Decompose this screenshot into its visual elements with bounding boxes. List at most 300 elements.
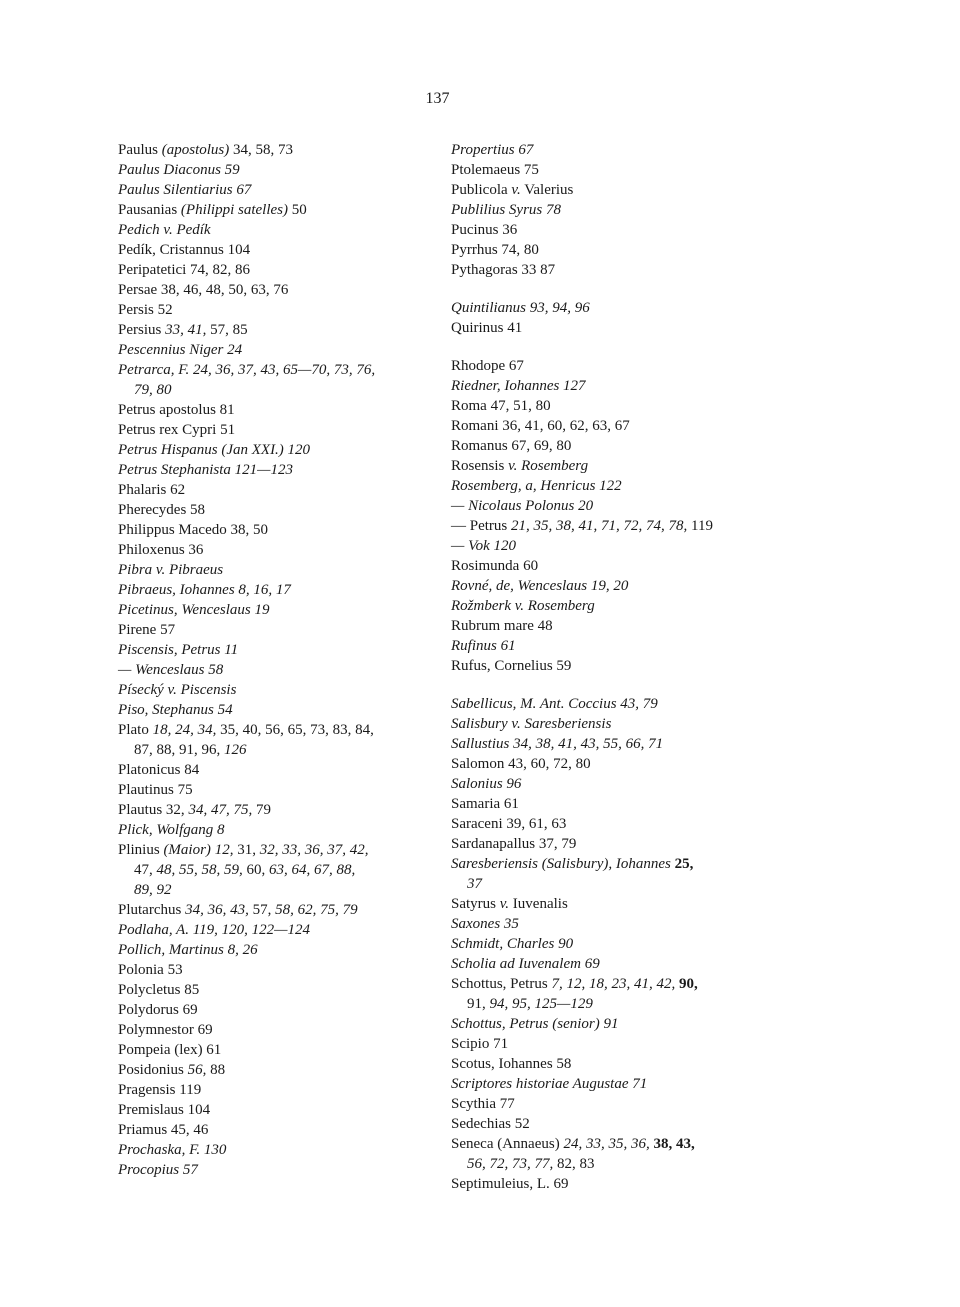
index-entry-line	[118, 780, 448, 800]
index-entry-line	[451, 734, 791, 754]
index-text: Plautinus 75	[118, 782, 193, 798]
index-text: Schottus, Petrus (senior) 91	[451, 1016, 619, 1032]
index-entry-line	[118, 1020, 448, 1040]
index-entry-line	[451, 396, 791, 416]
index-entry-line	[118, 300, 448, 320]
index-entry-line	[451, 576, 791, 596]
index-entry	[451, 656, 791, 676]
index-entry-line	[451, 240, 791, 260]
index-text: Schottus, Petrus	[451, 976, 552, 992]
index-entry-line	[451, 160, 791, 180]
index-text: 126	[224, 742, 247, 758]
index-entry	[451, 318, 791, 338]
index-entry-line	[451, 516, 791, 536]
index-entry-line	[118, 760, 448, 780]
index-entry-line	[118, 1160, 448, 1180]
index-entry	[118, 920, 448, 940]
index-entry	[118, 320, 448, 340]
index-text: (Annaeus)	[493, 1136, 564, 1152]
index-entry-line	[118, 240, 448, 260]
index-text: Satyrus	[451, 896, 500, 912]
index-entry-line	[451, 456, 791, 476]
index-text: 7, 12, 18, 23, 41, 42,	[551, 976, 676, 992]
index-column-right	[451, 140, 791, 1194]
index-text: Philippus Macedo 38, 50	[118, 522, 268, 538]
index-entry	[118, 680, 448, 700]
index-text: 60,	[242, 862, 269, 878]
index-text: Pompeia (lex) 61	[118, 1042, 222, 1058]
index-entry-line	[451, 1134, 791, 1154]
index-entry	[451, 914, 791, 934]
index-entry-line	[118, 600, 448, 620]
index-text: Pragensis 119	[118, 1082, 202, 1098]
index-text: Iuvenalis	[509, 896, 568, 912]
index-text: Scipio 71	[451, 1036, 509, 1052]
index-entry-continuation	[118, 880, 448, 900]
index-entry	[118, 500, 448, 520]
index-text: Pollich, Martinus 8, 26	[118, 942, 258, 958]
index-entry	[118, 1000, 448, 1020]
index-text: Philoxenus 36	[118, 542, 204, 558]
index-entry-line	[118, 520, 448, 540]
index-entry	[451, 576, 791, 596]
index-entry-continuation	[118, 860, 448, 880]
index-text: 12,	[214, 842, 234, 858]
index-entry	[451, 1114, 791, 1134]
index-text: 32, 33, 36, 37, 42,	[259, 842, 369, 858]
index-text: 18, 24, 34,	[152, 722, 217, 738]
page-number: 137	[425, 90, 450, 107]
index-text: Premislaus 104	[118, 1102, 211, 1118]
index-text: Petrus Hispanus (Jan XXI.) 120	[118, 442, 311, 458]
index-entry-line	[451, 894, 791, 914]
index-text: 82, 83	[553, 1156, 595, 1172]
index-entry-line	[451, 298, 791, 318]
index-entry-line	[451, 656, 791, 676]
index-entry	[118, 1060, 448, 1080]
index-entry	[451, 854, 791, 894]
index-entry	[451, 516, 791, 536]
index-entry-line	[118, 1120, 448, 1140]
index-entry	[451, 774, 791, 794]
index-entry	[451, 298, 791, 318]
index-text: Saraceni 39, 61, 63	[451, 816, 567, 832]
index-text: Priamus 45, 46	[118, 1122, 209, 1138]
index-text: 47,	[134, 862, 157, 878]
index-entry-line	[118, 400, 448, 420]
index-entry	[451, 954, 791, 974]
index-entry	[118, 260, 448, 280]
index-entry	[118, 240, 448, 260]
index-entry	[118, 520, 448, 540]
index-entry	[451, 974, 791, 1014]
index-entry-line	[451, 636, 791, 656]
index-entry	[451, 754, 791, 774]
index-text: Rovné, de, Wenceslaus 19, 20	[451, 578, 629, 594]
index-entry	[451, 1174, 791, 1194]
index-text: Salomon 43, 60, 72, 80	[451, 756, 591, 772]
index-entry	[451, 894, 791, 914]
index-text: Scholia ad Iuvenalem 69	[451, 956, 600, 972]
index-entry-line	[118, 800, 448, 820]
index-text: Paulus	[118, 142, 162, 158]
index-entry	[451, 834, 791, 854]
index-entry	[118, 1120, 448, 1140]
index-text: 94, 95, 125—129	[489, 996, 593, 1012]
index-entry	[451, 220, 791, 240]
section-gap	[451, 338, 791, 356]
index-entry	[118, 220, 448, 240]
index-entry-line	[451, 1034, 791, 1054]
index-text: 50	[288, 202, 307, 218]
index-text: 25,	[674, 856, 694, 872]
index-entry-line	[118, 1000, 448, 1020]
index-entry	[118, 580, 448, 600]
index-text: 63, 64, 67, 88,	[269, 862, 356, 878]
index-text: Saresberiensis (Salisbury), Iohannes	[451, 856, 675, 872]
index-text: Riedner, Iohannes 127	[451, 378, 586, 394]
index-text: Sabellicus, M. Ant. Coccius 43, 79	[451, 696, 658, 712]
index-entry-line	[451, 596, 791, 616]
index-entry-line	[451, 694, 791, 714]
index-text: Petrus Stephanista 121—123	[118, 462, 293, 478]
index-text: Rožmberk v. Rosemberg	[451, 598, 595, 614]
index-entry	[118, 1100, 448, 1120]
index-text: Pibra v. Pibraeus	[118, 562, 224, 578]
index-text: Schmidt, Charles 90	[451, 936, 574, 952]
index-text: Polonia 53	[118, 962, 183, 978]
index-entry	[451, 814, 791, 834]
index-entry	[118, 1020, 448, 1040]
index-text: Rufinus 61	[451, 638, 516, 654]
index-text: Prochaska, F. 130	[118, 1142, 227, 1158]
index-text: Peripatetici 74, 82, 86	[118, 262, 251, 278]
index-text: — Wenceslaus 58	[118, 662, 224, 678]
index-text: 38, 43,	[653, 1136, 695, 1152]
index-entry-line	[118, 560, 448, 580]
index-entry-line	[118, 900, 448, 920]
index-text: Propertius 67	[451, 142, 534, 158]
index-text: Persae 38, 46, 48, 50, 63, 76	[118, 282, 289, 298]
index-text: Sedechias 52	[451, 1116, 530, 1132]
index-entry	[451, 1134, 791, 1174]
index-entry	[118, 940, 448, 960]
index-entry	[451, 476, 791, 496]
index-text: — Vok 120	[451, 538, 516, 554]
index-entry	[118, 1040, 448, 1060]
index-entry	[118, 180, 448, 200]
index-entry-continuation	[118, 740, 448, 760]
index-text: 87, 88, 91, 96,	[134, 742, 224, 758]
index-entry	[451, 1014, 791, 1034]
index-text: Romani 36, 41, 60, 62, 63, 67	[451, 418, 630, 434]
index-text: Petrus apostolus 81	[118, 402, 235, 418]
index-entry-continuation	[118, 380, 448, 400]
index-entry-line	[451, 318, 791, 338]
index-text: Polycletus 85	[118, 982, 200, 998]
index-entry-line	[451, 536, 791, 556]
index-entry-line	[451, 496, 791, 516]
index-entry-line	[118, 660, 448, 680]
index-text: Samaria 61	[451, 796, 519, 812]
index-entry-line	[118, 260, 448, 280]
index-text: Plutarchus	[118, 902, 186, 918]
index-entry	[451, 416, 791, 436]
section-gap	[451, 280, 791, 298]
index-entry-line	[118, 420, 448, 440]
index-text: Platonicus 84	[118, 762, 200, 778]
index-entry-line	[118, 1100, 448, 1120]
index-entry-line	[118, 1140, 448, 1160]
index-text: Valerius	[520, 182, 574, 198]
index-entry-line	[118, 360, 448, 380]
index-entry	[118, 340, 448, 360]
index-entry	[118, 560, 448, 580]
index-entry-line	[451, 1054, 791, 1074]
index-entry-line	[451, 200, 791, 220]
index-text: 37	[467, 876, 482, 892]
index-entry	[451, 636, 791, 656]
index-text: — Nicolaus Polonus 20	[451, 498, 594, 514]
index-text: Paulus Silentiarius 67	[118, 182, 252, 198]
index-text: 34, 47, 75,	[188, 802, 253, 818]
index-text: 33, 41,	[165, 322, 207, 338]
index-entry	[451, 694, 791, 714]
index-entry	[118, 280, 448, 300]
index-entry	[451, 180, 791, 200]
index-text: Rosensis	[451, 458, 509, 474]
index-text: Ptolemaeus 75	[451, 162, 539, 178]
index-column-left	[118, 140, 448, 1180]
index-entry	[451, 456, 791, 476]
index-text: Petrarca, F. 24, 36, 37, 43, 65—70, 73, 76,	[118, 362, 376, 378]
index-text: Polydorus 69	[118, 1002, 198, 1018]
index-text: Scriptores historiae Augustae 71	[451, 1076, 648, 1092]
index-entry	[118, 900, 448, 920]
index-text: 31,	[233, 842, 260, 858]
index-entry	[118, 640, 448, 660]
index-entry-line	[451, 1094, 791, 1114]
index-text: Pedík, Cristannus 104	[118, 242, 251, 258]
index-entry-line	[451, 1114, 791, 1134]
index-entry-line	[118, 580, 448, 600]
index-text: (Philippi satelles)	[180, 202, 288, 218]
index-entry	[451, 1094, 791, 1114]
index-entry	[118, 460, 448, 480]
index-text: Scythia 77	[451, 1096, 515, 1112]
index-entry	[118, 440, 448, 460]
index-entry	[118, 200, 448, 220]
index-text: Pythagoras 33 87	[451, 262, 556, 278]
index-entry-line	[118, 620, 448, 640]
index-entry-line	[451, 934, 791, 954]
index-text: 91,	[467, 996, 490, 1012]
index-entry-line	[118, 820, 448, 840]
index-text: 119	[687, 518, 713, 534]
index-entry	[451, 934, 791, 954]
index-entry	[451, 140, 791, 160]
index-entry-line	[451, 476, 791, 496]
index-entry	[451, 240, 791, 260]
index-entry	[451, 436, 791, 456]
index-entry	[118, 300, 448, 320]
index-entry-line	[451, 436, 791, 456]
index-text: Plick, Wolfgang 8	[118, 822, 225, 838]
index-entry-line	[118, 320, 448, 340]
index-entry	[451, 396, 791, 416]
index-entry-line	[451, 556, 791, 576]
index-entry	[118, 1140, 448, 1160]
index-text: Salisbury v. Saresberiensis	[451, 716, 612, 732]
index-text: 56, 72, 73, 77,	[467, 1156, 554, 1172]
index-entry	[118, 540, 448, 560]
index-entry	[118, 660, 448, 680]
index-text: Plautus 32,	[118, 802, 189, 818]
index-text: Sallustius 34, 38, 41, 43, 55, 66, 71	[451, 736, 664, 752]
index-text: Paulus Diaconus 59	[118, 162, 240, 178]
index-entry-line	[118, 540, 448, 560]
index-text: v. Rosemberg	[508, 458, 589, 474]
index-text: 90,	[678, 976, 698, 992]
index-text: Sardanapallus 37, 79	[451, 836, 577, 852]
index-text: Phalaris 62	[118, 482, 186, 498]
index-entry	[118, 820, 448, 840]
index-text: Picetinus, Wenceslaus 19	[118, 602, 270, 618]
index-entry	[451, 734, 791, 754]
index-entry-line	[451, 1074, 791, 1094]
index-text: Pucinus 36	[451, 222, 518, 238]
index-entry-continuation	[451, 1154, 791, 1174]
index-entry	[118, 1080, 448, 1100]
index-entry-line	[118, 440, 448, 460]
index-entry-continuation	[451, 994, 791, 1014]
index-entry	[118, 160, 448, 180]
index-text: Quintilianus 93, 94, 96	[451, 300, 590, 316]
index-text: Pedich v. Pedík	[118, 222, 211, 238]
index-text: v.	[511, 182, 521, 198]
index-entry	[118, 800, 448, 820]
index-entry	[451, 794, 791, 814]
index-entry-line	[451, 356, 791, 376]
index-text: Piso, Stephanus 54	[118, 702, 233, 718]
index-entry-line	[451, 834, 791, 854]
index-text: (Maior)	[163, 842, 211, 858]
index-entry-line	[118, 500, 448, 520]
index-entry	[451, 496, 791, 516]
index-entry-line	[118, 1060, 448, 1080]
index-entry	[118, 620, 448, 640]
index-entry-line	[118, 220, 448, 240]
index-text: 56,	[187, 1062, 207, 1078]
index-entry-line	[451, 220, 791, 240]
index-text: Rubrum mare 48	[451, 618, 553, 634]
index-text: 24, 33, 35, 36,	[563, 1136, 650, 1152]
index-entry-line	[118, 340, 448, 360]
index-text: Romanus 67, 69, 80	[451, 438, 572, 454]
index-entry-line	[451, 854, 791, 874]
index-entry	[118, 960, 448, 980]
index-entry-line	[451, 774, 791, 794]
index-text: v.	[499, 896, 510, 912]
index-entry	[118, 140, 448, 160]
index-entry-line	[451, 140, 791, 160]
index-entry-line	[118, 980, 448, 1000]
index-entry-line	[451, 954, 791, 974]
index-text: Pausanias	[118, 202, 181, 218]
index-text: Scotus, Iohannes 58	[451, 1056, 572, 1072]
index-entry	[451, 1054, 791, 1074]
index-entry-line	[118, 1040, 448, 1060]
index-text: 48, 55, 58, 59,	[156, 862, 243, 878]
index-text: — Petrus	[451, 518, 511, 534]
index-entry-line	[118, 700, 448, 720]
index-text: Procopius 57	[118, 1162, 198, 1178]
index-text: Pibraeus, Iohannes 8, 16, 17	[118, 582, 291, 598]
index-entry	[118, 360, 448, 400]
index-text: Piscensis, Petrus 11	[118, 642, 239, 658]
index-entry-line	[451, 616, 791, 636]
index-text: Pescennius Niger 24	[118, 342, 243, 358]
index-entry	[118, 760, 448, 780]
index-entry-line	[118, 640, 448, 660]
index-text: 21, 35, 38, 41, 71, 72, 74, 78,	[511, 518, 688, 534]
index-entry-line	[118, 460, 448, 480]
index-entry-line	[451, 1014, 791, 1034]
index-entry-line	[118, 720, 448, 740]
index-entry	[451, 714, 791, 734]
index-text: Publilius Syrus 78	[451, 202, 562, 218]
index-entry-line	[451, 180, 791, 200]
index-entry	[451, 536, 791, 556]
index-text: Pirene 57	[118, 622, 176, 638]
index-text: (apostolus)	[161, 142, 230, 158]
index-text: Seneca	[451, 1136, 494, 1152]
index-entry-line	[118, 1080, 448, 1100]
index-text: Podlaha, A. 119, 120, 122—124	[118, 922, 310, 938]
index-text: Rufus, Cornelius 59	[451, 658, 572, 674]
index-entry-line	[118, 920, 448, 940]
index-entry-line	[451, 814, 791, 834]
index-entry	[451, 556, 791, 576]
index-entry-line	[118, 840, 448, 860]
index-entry	[451, 616, 791, 636]
index-entry-line	[118, 160, 448, 180]
index-text: Pyrrhus 74, 80	[451, 242, 539, 258]
index-entry-line	[451, 1174, 791, 1194]
index-entry	[118, 720, 448, 760]
index-text: Quirinus 41	[451, 320, 523, 336]
index-text: Plato	[118, 722, 153, 738]
index-entry-line	[451, 260, 791, 280]
index-entry-line	[118, 180, 448, 200]
index-text: Persius	[118, 322, 166, 338]
index-entry-line	[451, 714, 791, 734]
index-text: Rhodope 67	[451, 358, 524, 374]
index-entry	[118, 600, 448, 620]
index-text: 57,	[248, 902, 276, 918]
index-entry	[451, 596, 791, 616]
index-text: Rosimunda 60	[451, 558, 539, 574]
index-text: Roma 47, 51, 80	[451, 398, 551, 414]
index-entry	[451, 356, 791, 376]
index-text: Písecký v. Piscensis	[118, 682, 237, 698]
index-entry	[451, 160, 791, 180]
index-entry-line	[118, 200, 448, 220]
index-entry-line	[118, 140, 448, 160]
index-entry-line	[451, 794, 791, 814]
section-gap	[451, 676, 791, 694]
index-entry-line	[118, 960, 448, 980]
